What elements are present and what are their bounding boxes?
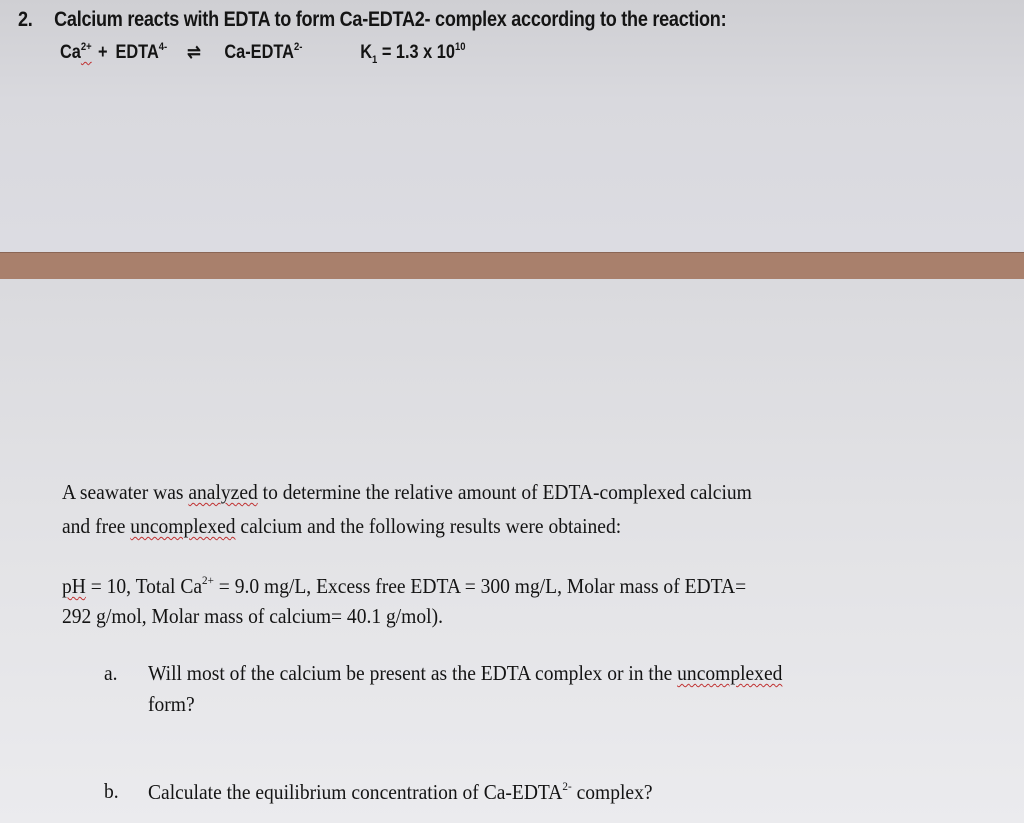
reaction-plus: + bbox=[97, 42, 108, 63]
equilibrium-constant: $K_1 = 1.3$ x $10^{10}$ bbox=[360, 41, 466, 66]
reaction-equation bbox=[60, 41, 466, 66]
question-header-sheet bbox=[0, 0, 1024, 252]
spellcheck-word-analyzed: analyzed bbox=[188, 480, 258, 504]
data-line-2: 292 g/mol, Molar mass of calcium= 40.1 g/mol). bbox=[62, 604, 443, 628]
passage-line-2: and free uncomplexed calcium and the following results were obtained: bbox=[62, 514, 622, 538]
part-b-label: b. bbox=[104, 779, 119, 803]
part-a-text-cont: form? bbox=[148, 692, 195, 716]
part-a-label: a. bbox=[104, 661, 118, 685]
sheet-divider bbox=[0, 252, 1024, 280]
spellcheck-word-ph: pH bbox=[62, 574, 86, 598]
equilibrium-arrow: ⇌ bbox=[187, 42, 201, 63]
part-a-text: Will most of the calcium be present as the EDTA complex or in the uncomplexed bbox=[148, 661, 783, 685]
reactant-calcium: $Ca^{2+}$ bbox=[60, 41, 92, 63]
part-b-text: Calculate the equilibrium concentration of $Ca-EDTA^{2-}$ complex? bbox=[148, 779, 653, 804]
data-line-1: pH = 10, Total $Ca^{2+} = 9.0$ mg/L, Excess free EDTA = 300 mg/L, Molar mass of EDTA= bbox=[62, 573, 747, 598]
passage-line-1: A seawater was analyzed to determine the relative amount of EDTA-complexed calcium bbox=[62, 480, 752, 504]
product-ca-edta: $Ca-EDTA^{2-}$ bbox=[224, 41, 303, 63]
question-body-sheet bbox=[0, 279, 1024, 823]
reactant-edta: $EDTA^{4-}$ bbox=[115, 41, 168, 63]
spellcheck-word-uncomplexed: uncomplexed bbox=[130, 514, 236, 538]
spellcheck-word-uncomplexed-2: uncomplexed bbox=[677, 661, 783, 685]
question-number: 2. bbox=[18, 8, 33, 31]
question-heading-text: Calcium reacts with EDTA to form Ca-EDTA2- complex according to the reaction: bbox=[54, 8, 727, 31]
question-heading bbox=[18, 8, 869, 32]
